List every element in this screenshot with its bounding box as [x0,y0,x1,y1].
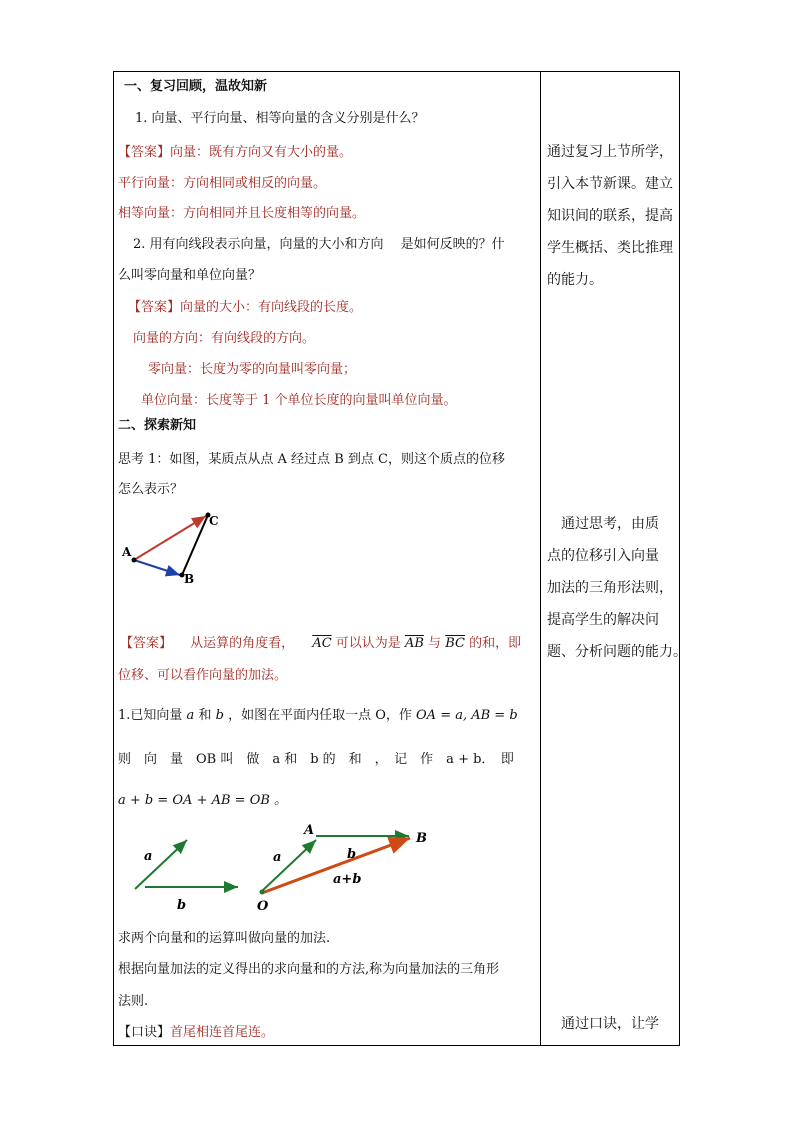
answer-2 [128,300,362,316]
side-note-line: 的能力。 [547,272,603,288]
label-C: C [209,514,219,528]
definition-line2: 则 向 量 OB 叫 做 a 和 b 的 和 ， 记 作 a + b． 即 [118,752,514,767]
section1-heading: 一、复习回顾，温故知新 [124,79,268,94]
label-a-fig: a [273,850,282,865]
vector-b-symbol: b [215,708,224,723]
side-note-line: 通过复习上节所学， [547,144,673,160]
vector-AC [134,516,206,560]
side-note-line: 加法的三角形法则， [547,580,673,596]
side-note-line: 学生概括、类比推理 [547,240,673,256]
vector-AB-symbol: $\overline{AB}$ [404,636,424,651]
definition-line3: a + b = OA + AB = OB 。 [118,793,288,808]
def-equations: OA = a, AB = b [416,708,518,723]
mnemonic-tag: 【口诀】 [118,1025,171,1040]
def-part2: ，如图在平面内任取一点 O，作 [228,708,412,723]
section2-heading: 二、探索新知 [118,418,197,433]
mnemonic [118,1025,274,1041]
side-note-mnemonic [547,1008,675,1040]
label-B: B [416,831,427,846]
displacement-triangle-figure [118,505,228,585]
label-b-fig: b [347,847,357,862]
point-A [132,558,137,563]
answer-vector-addition [120,636,521,652]
label-a-plus-b: a+b [333,872,362,887]
column-divider [540,71,541,1046]
answer-line2: 位移、可以看作向量的加法。 [118,668,288,683]
label-O: O [257,899,269,914]
triangle-rule-line2: 法则. [118,994,149,1009]
answer-1 [118,145,352,161]
mnemonic-text: 首尾相连首尾连。 [170,1025,275,1040]
answer-tag: 【答案】 [128,300,181,315]
side-note-line: 引入本节新课。建立 [547,176,673,192]
answer-tag: 【答案】 [120,636,173,651]
label-B: B [184,572,195,585]
side-note-line: 提高学生的解决问 [547,612,659,628]
equal-vector-def: 相等向量：方向相同并且长度相等的向量。 [118,206,366,221]
side-note-explore [547,508,687,668]
parallel-vector-def: 平行向量：方向相同或相反的向量。 [118,176,327,191]
vector-addition-figure [125,818,445,918]
answer-text-3: 的和，即 [469,636,522,651]
answer-1-text: 向量：既有方向又有大小的量。 [170,145,353,160]
definition-line1 [118,708,518,724]
question-1: 1. 向量、平行向量、相等向量的含义分别是什么？ [135,111,425,126]
label-a: a [144,849,153,864]
side-note-line: 知识间的联系，提高 [547,208,673,224]
answer-text-1: 从运算的角度看， [190,636,295,651]
label-A: A [304,823,315,838]
vector-AC-symbol: $\overline{AC}$ [312,636,332,651]
label-b: b [177,898,187,913]
vector-BC [182,515,208,575]
label-A: A [122,545,132,559]
addition-definition: 求两个向量和的运算叫做向量的加法. [118,931,331,946]
point-O [260,890,265,895]
vector-a-symbol: a [186,708,195,723]
triangle-rule-line1: 根据向量加法的定义得出的求向量和的方法,称为向量加法的三角形 [118,962,500,977]
question-2-line2: 么叫零向量和单位向量？ [118,268,262,283]
side-note-line: 题、分析问题的能力。 [547,644,687,660]
side-note-line: 通过口诀，让学 [547,1016,659,1032]
answer-text-2: 可以认为是 [335,636,401,651]
think-1-line2: 怎么表示？ [118,482,184,497]
answer-tag: 【答案】 [118,145,171,160]
free-vector-a [135,840,187,889]
side-note-line: 点的位移引入向量 [547,548,659,564]
side-note-review [547,136,675,296]
answer-with: 与 [428,636,442,651]
def-part1: 1.已知向量 [118,708,183,723]
vector-BC-symbol: $\overline{BC}$ [445,636,465,651]
answer-2-direction: 向量的方向：有向线段的方向。 [133,331,316,346]
def-and: 和 [198,708,212,723]
answer-2-size: 向量的大小：有向线段的长度。 [180,300,363,315]
answer-2-unit: 单位向量：长度等于 1 个单位长度的向量叫单位向量。 [141,393,457,408]
answer-2-zero: 零向量：长度为零的向量叫零向量； [148,362,357,377]
question-2-line1: 2. 用有向线段表示向量，向量的大小和方向 是如何反映的？什 [133,237,505,252]
side-note-line: 通过思考，由质 [547,516,659,532]
think-1-line1: 思考 1：如图，某质点从点 A 经过点 B 到点 C，则这个质点的位移 [118,452,505,467]
vector-AB [134,560,180,575]
